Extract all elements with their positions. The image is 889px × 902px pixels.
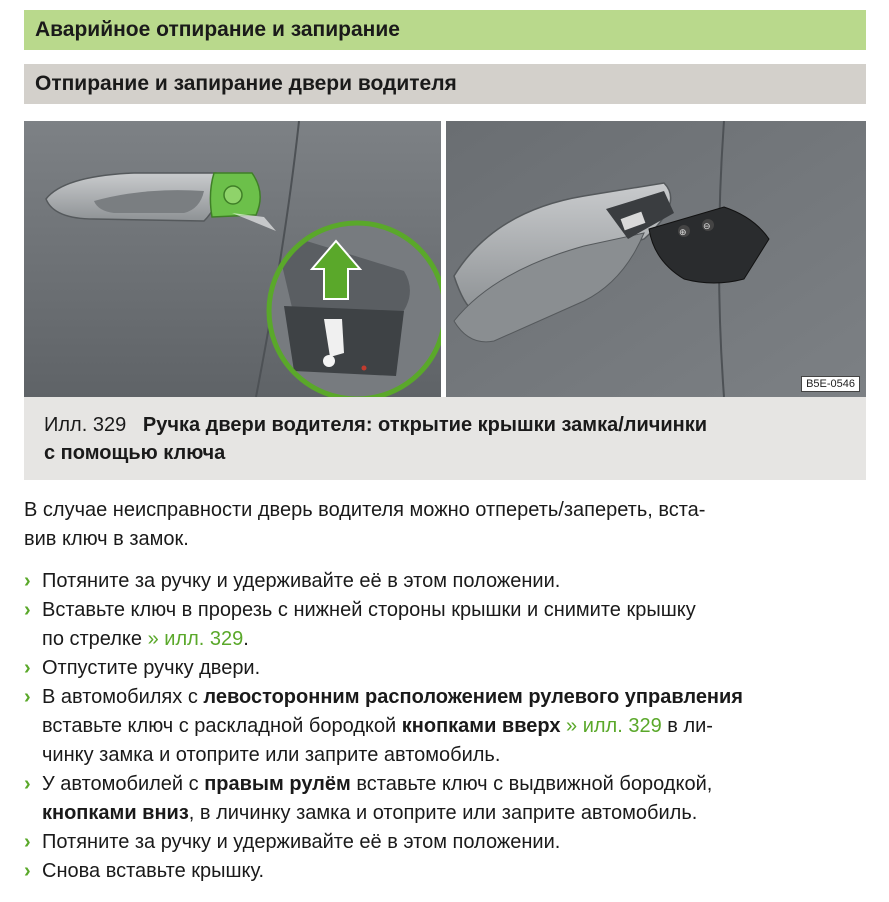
step-emphasis: кнопками вниз bbox=[42, 802, 189, 824]
step-text: . bbox=[243, 628, 249, 650]
step-emphasis: левосторонним расположением рулевого управления bbox=[203, 686, 743, 708]
step-text: по стрелке bbox=[42, 628, 143, 650]
key-lock-button: ⊖ bbox=[703, 222, 711, 232]
step-emphasis: кнопками вверх bbox=[401, 715, 561, 737]
step-text: Снова вставьте крышку. bbox=[42, 860, 265, 882]
step-marker: › bbox=[24, 657, 31, 679]
list-item bbox=[24, 567, 866, 596]
step-emphasis: правым рулём bbox=[204, 773, 351, 795]
step-marker: › bbox=[24, 831, 31, 853]
step-text: вставьте ключ с выдвижной бородкой, bbox=[356, 773, 713, 795]
step-marker: › bbox=[24, 686, 31, 708]
step-text: У автомобилей с bbox=[42, 773, 199, 795]
figure-reference-link[interactable]: » илл. 329 bbox=[566, 715, 662, 737]
list-item bbox=[24, 828, 866, 857]
illustration-drawing bbox=[24, 121, 866, 397]
step-text: Потяните за ручку и удерживайте её в этом положении. bbox=[42, 831, 561, 853]
intro-line2: вив ключ в замок. bbox=[24, 528, 189, 550]
list-item bbox=[24, 683, 866, 770]
step-text: Потяните за ручку и удерживайте её в этом положении. bbox=[42, 570, 561, 592]
list-item bbox=[24, 654, 866, 683]
list-item bbox=[24, 596, 866, 654]
step-text: Вставьте ключ в прорезь с нижней стороны крышки и снимите крышку bbox=[42, 599, 696, 621]
illustration-329 bbox=[24, 121, 866, 397]
figure-title-line1: Ручка двери водителя: открытие крышки замка/личинки bbox=[142, 414, 708, 436]
intro-paragraph bbox=[24, 496, 854, 554]
step-marker: › bbox=[24, 860, 31, 882]
step-text: чинку замка и отоприте или заприте автомобиль. bbox=[42, 744, 501, 766]
figure-title-line2: с помощью ключа bbox=[44, 442, 226, 464]
step-marker: › bbox=[24, 570, 31, 592]
steps-list bbox=[24, 567, 866, 886]
step-text: В автомобилях с bbox=[42, 686, 198, 708]
figure-caption bbox=[24, 397, 866, 480]
step-text: Отпустите ручку двери. bbox=[42, 657, 261, 679]
list-item bbox=[24, 770, 866, 828]
step-text: , в личинку замка и отоприте или заприте автомобиль. bbox=[188, 802, 698, 824]
subsection-header: Отпирание и запирание двери водителя bbox=[24, 64, 866, 104]
list-item bbox=[24, 857, 866, 886]
step-text: в ли- bbox=[667, 715, 713, 737]
key-unlock-button: ⊕ bbox=[679, 228, 687, 238]
step-marker: › bbox=[24, 773, 31, 795]
section-header: Аварийное отпирание и запирание bbox=[24, 10, 866, 50]
figure-reference-link[interactable]: » илл. 329 bbox=[147, 628, 244, 650]
intro-line1: В случае неисправности дверь водителя можно отпереть/запереть, вста- bbox=[24, 499, 706, 521]
step-text: вставьте ключ с раскладной бородкой bbox=[42, 715, 397, 737]
figure-label: Илл. 329 bbox=[44, 414, 127, 436]
step-marker: › bbox=[24, 599, 31, 621]
figure-code: B5E-0546 bbox=[801, 376, 860, 392]
